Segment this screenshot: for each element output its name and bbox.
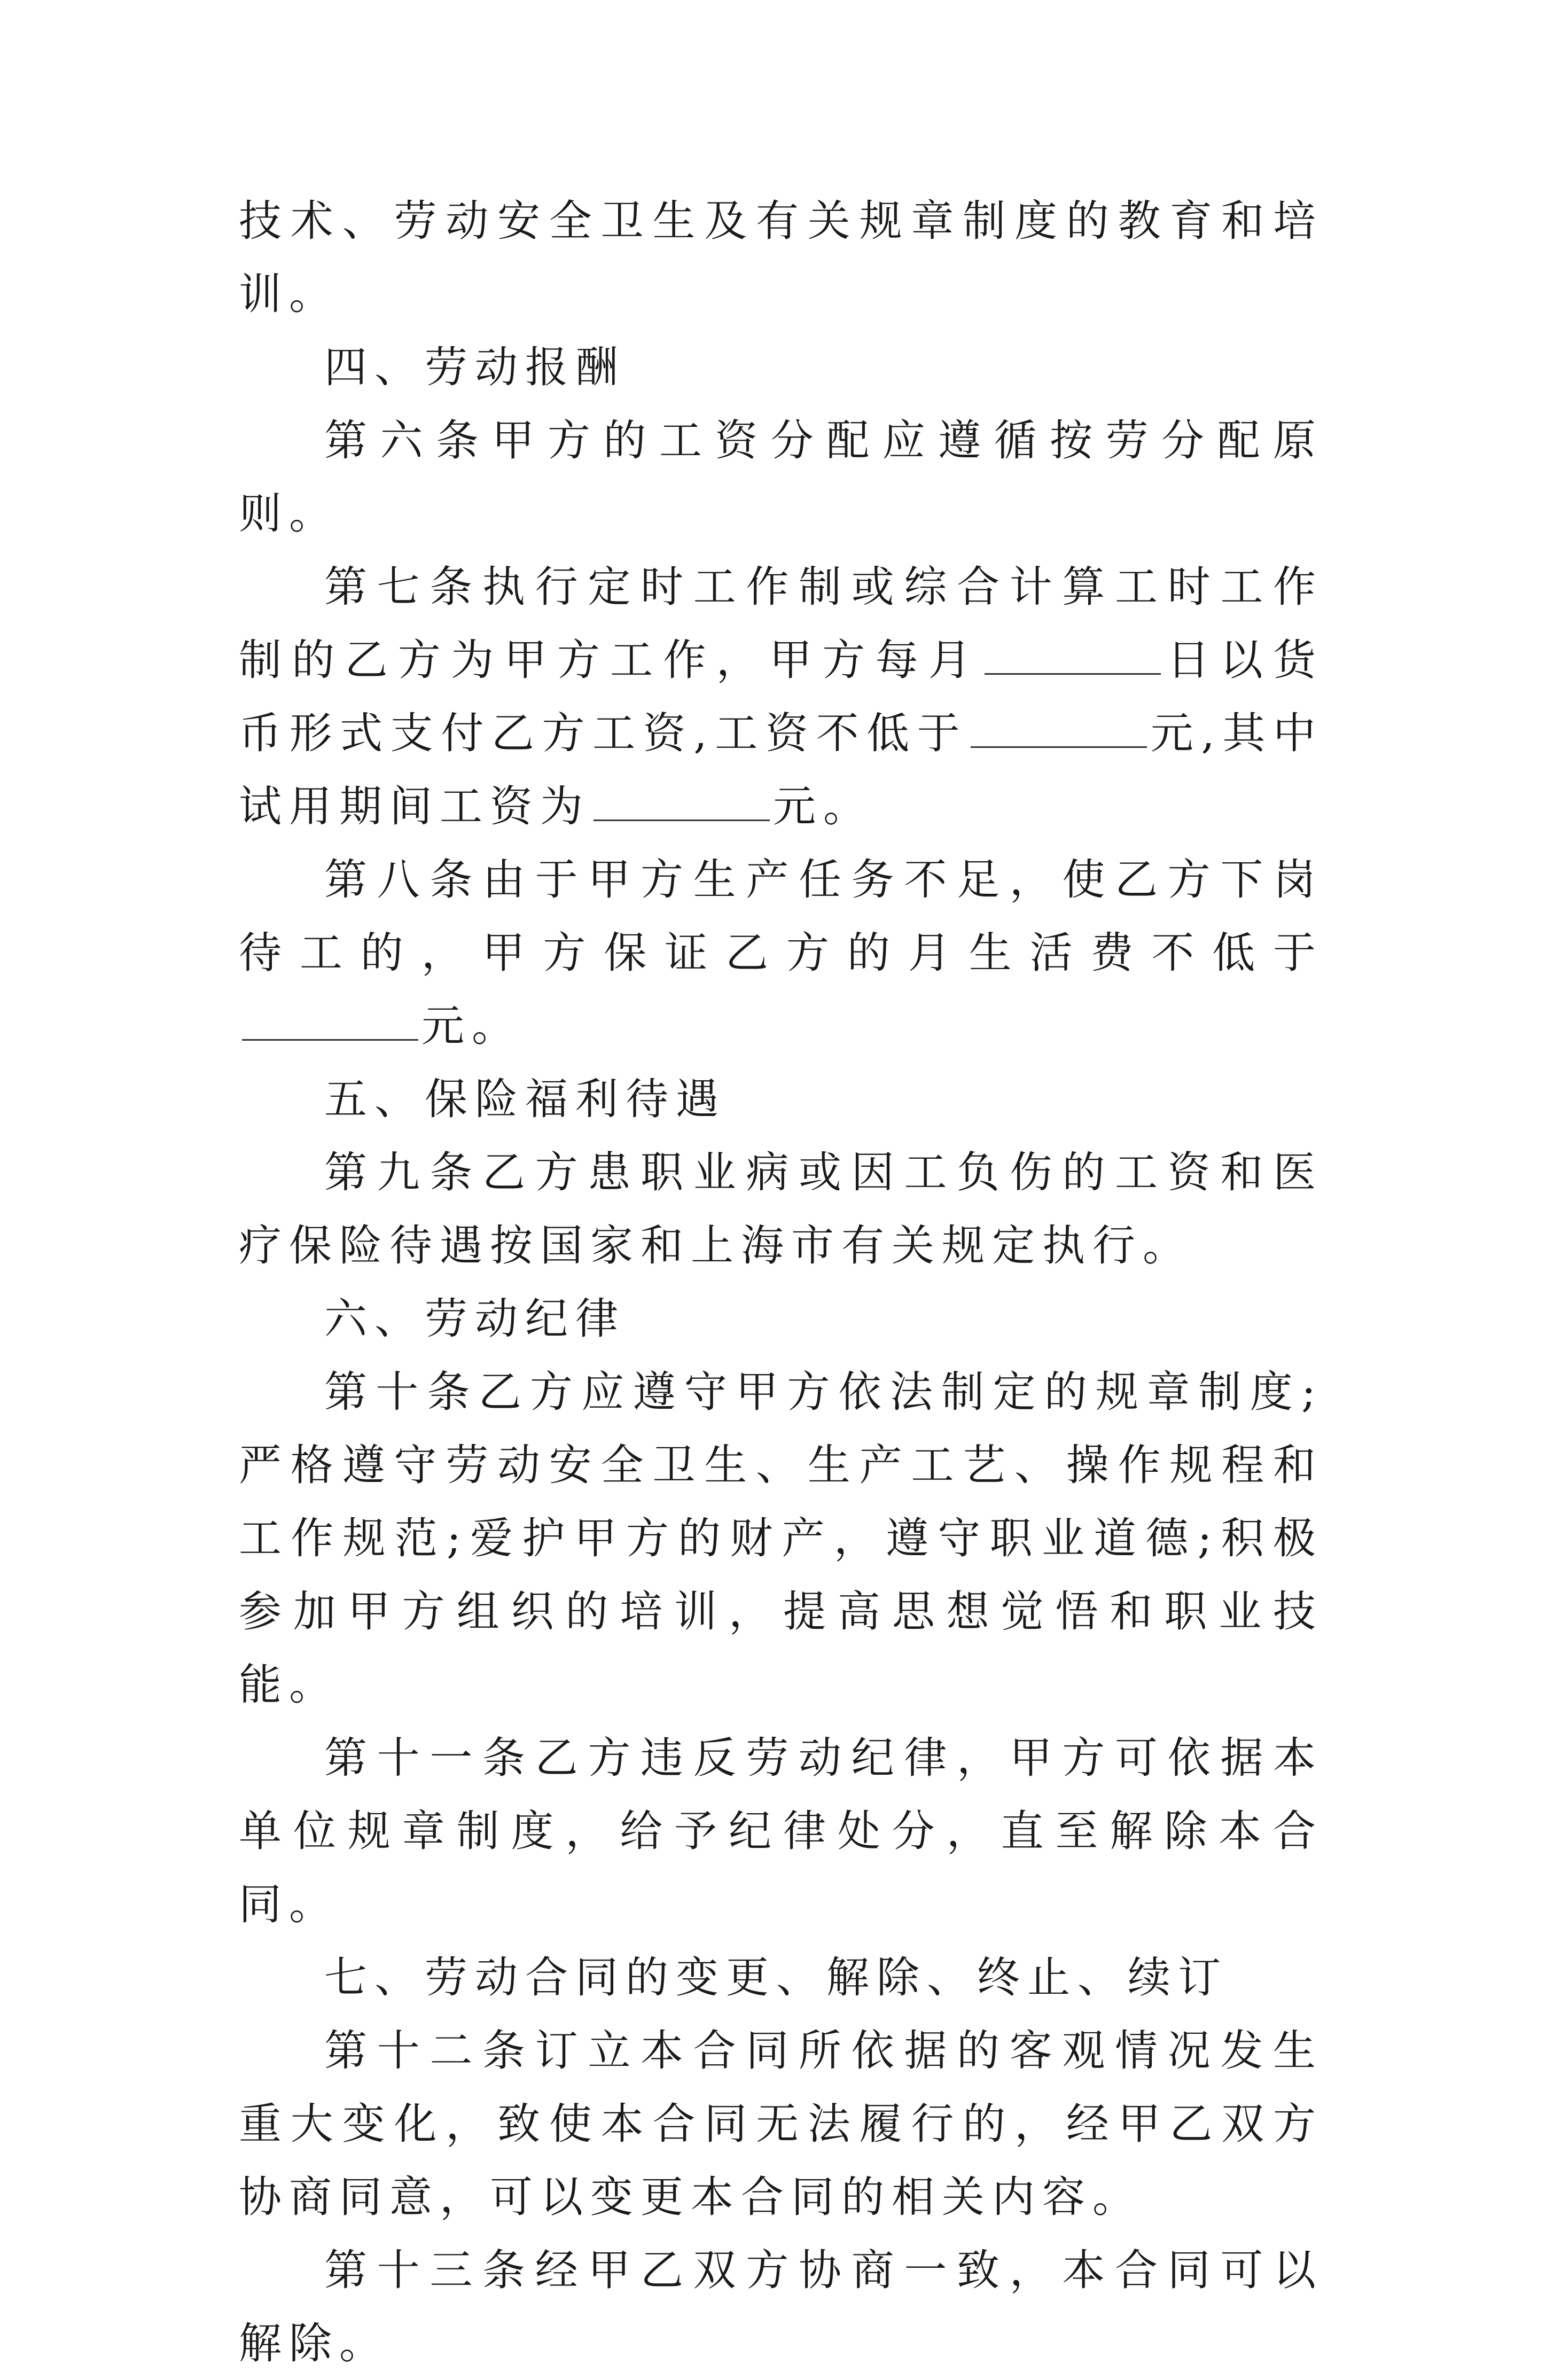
article-7-text-d: 元。 <box>773 782 873 831</box>
article-7-text-c: 元,其中试用期间工资为 <box>239 708 1323 831</box>
article-12: 第十二条订立本合同所依据的客观情况发生重大变化，致使本合同无法履行的，经甲乙双方协商同意，可以变更本合同的相关内容。 <box>239 2026 1323 2222</box>
article-10: 第十条乙方应遵守甲方依法制定的规章制度;严格遵守劳动安全卫生、生产工艺、操作规程和工作规范;爱护甲方的财产，遵守职业道德;积极参加甲方组织的培训，提高思想觉悟和职业技能。 <box>239 1367 1323 1710</box>
section-heading-contract-changes: 七、劳动合同的变更、解除、终止、续订 <box>324 1953 1228 2002</box>
article-7-text-b: 日以货币形式支付乙方工资,工资不低于 <box>239 635 1324 758</box>
article-6: 第六条甲方的工资分配应遵循按劳分配原则。 <box>239 416 1323 539</box>
article-8-text-b: 元。 <box>421 1001 522 1051</box>
paragraph-training-continuation: 技术、劳动安全卫生及有关规章制度的教育和培训。 <box>239 196 1323 319</box>
article-13: 第十三条经甲乙双方协商一致，本合同可以解除。 <box>239 2245 1323 2368</box>
article-9: 第九条乙方患职业病或因工负伤的工资和医疗保险待遇按国家和上海市有关规定执行。 <box>239 1148 1323 1270</box>
blank-minimum-wage <box>971 710 1147 748</box>
article-8 <box>239 843 1323 1063</box>
document-body <box>239 184 1323 2380</box>
article-7-text-a: 第七条执行定时工作制或综合计算工时工作制的乙方为甲方工作，甲方每月 <box>239 562 1323 685</box>
section-heading-discipline: 六、劳动纪律 <box>324 1294 626 1344</box>
article-8-text-a: 第八条由于甲方生产任务不足，使乙方下岗待工的，甲方保证乙方的月生活费不低于 <box>239 855 1323 978</box>
article-11: 第十一条乙方违反劳动纪律，甲方可依据本单位规章制度，给予纪律处分，直至解除本合同。 <box>239 1733 1323 1929</box>
blank-pay-day <box>985 637 1161 675</box>
section-heading-remuneration: 四、劳动报酬 <box>324 342 626 392</box>
blank-living-allowance <box>242 1003 418 1041</box>
blank-probation-wage <box>594 783 770 821</box>
article-7 <box>239 550 1323 843</box>
section-heading-insurance: 五、保险福利待遇 <box>324 1074 726 1124</box>
